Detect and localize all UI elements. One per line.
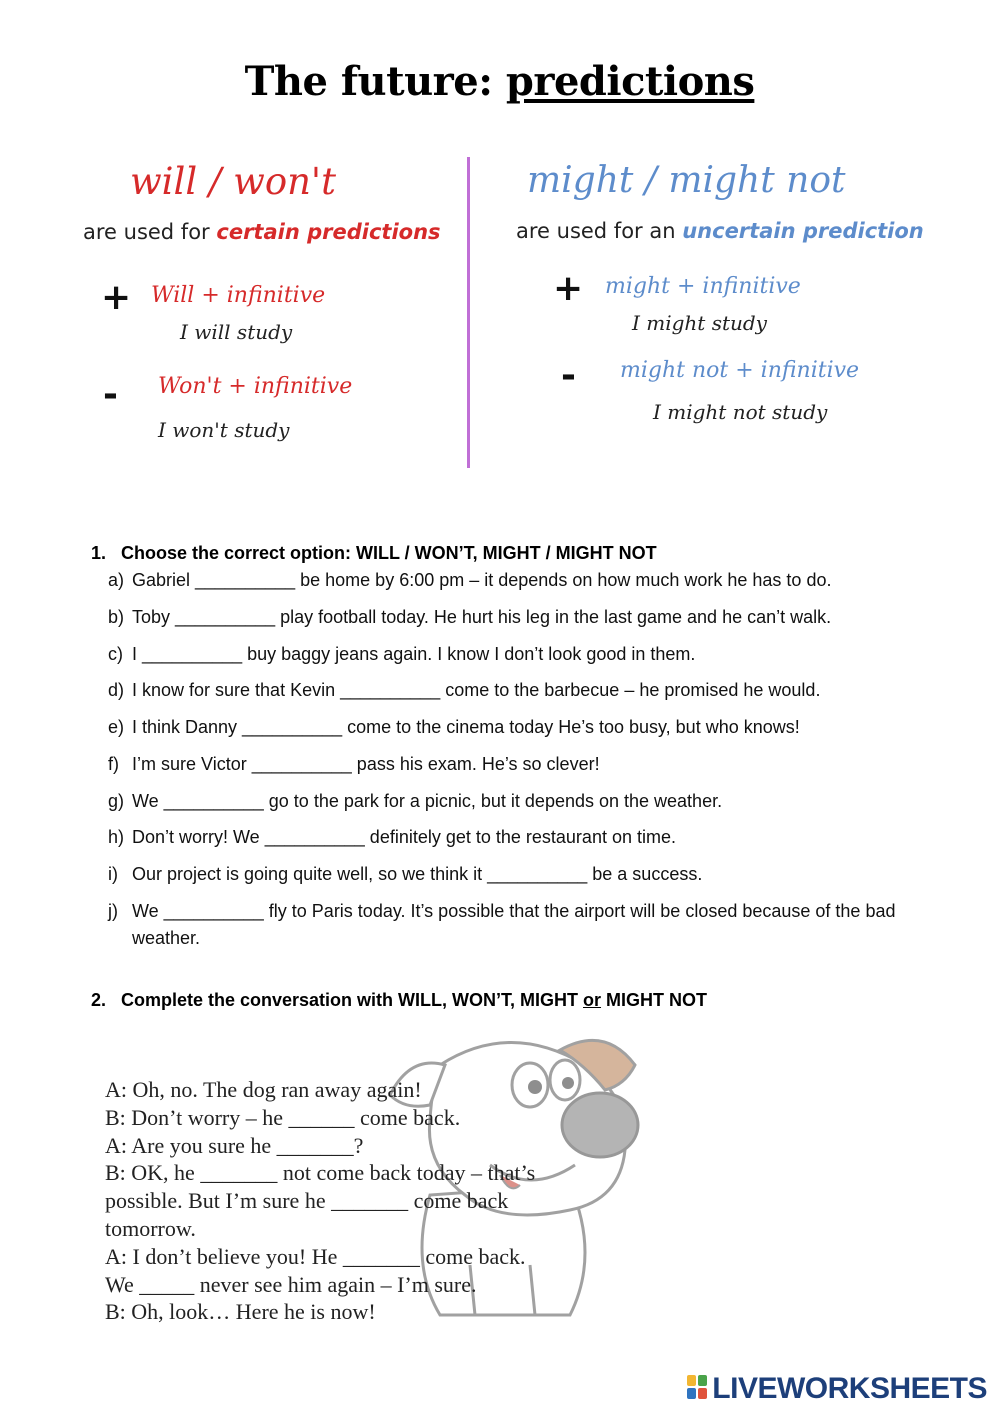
exercise2-heading-prefix: Complete the conversation with WILL, WON’T, MIGHT xyxy=(121,990,584,1010)
exercise1-number: 1. xyxy=(91,543,107,563)
might-plus-example: I might study xyxy=(632,311,767,335)
item-text: Don’t worry! We __________ definitely get to the restaurant on time. xyxy=(132,827,676,847)
will-minus-formula: Won't + infinitive xyxy=(158,374,353,399)
exercise2-heading-suffix: MIGHT NOT xyxy=(601,990,708,1010)
conversation-line: B: Don’t worry – he ______ come back. xyxy=(105,1104,461,1130)
will-usage-highlight: certain predictions xyxy=(216,220,441,244)
item-label: j) xyxy=(108,901,118,921)
item-label: e) xyxy=(108,717,125,737)
item-text: Toby __________ play football today. He hurt his leg in the last game and he can’t walk. xyxy=(132,607,832,627)
will-usage xyxy=(83,220,441,244)
item-text: I know for sure that Kevin __________ come to the barbecue – he promised he would. xyxy=(132,680,821,700)
item-label: i) xyxy=(108,864,118,884)
item-text: I’m sure Victor __________ pass his exam. He’s so clever! xyxy=(132,754,600,774)
item-text: Our project is going quite well, so we think it __________ be a success. xyxy=(132,864,703,884)
conversation-line: possible. But I’m sure he _______ come back xyxy=(105,1188,509,1214)
conversation-line: We _____ never see him again – I’m sure. xyxy=(105,1271,477,1297)
will-usage-prefix: are used for xyxy=(83,220,217,244)
title-underlined: predictions xyxy=(505,58,755,105)
conversation-line: tomorrow. xyxy=(105,1215,196,1241)
might-plus-formula: might + infinitive xyxy=(605,274,801,299)
item-label: h) xyxy=(108,827,125,847)
minus-sign-icon: - xyxy=(561,355,576,396)
conversation-line: A: Oh, no. The dog ran away again! xyxy=(105,1077,422,1102)
conversation-line: A: Are you sure he _______? xyxy=(105,1132,364,1158)
exercise2-number: 2. xyxy=(91,990,107,1010)
item-text: I think Danny __________ come to the cinema today He’s too busy, but who knows! xyxy=(132,717,800,737)
might-minus-example: I might not study xyxy=(653,400,828,424)
conversation-line: B: OK, he _______ not come back today – that’s xyxy=(105,1160,536,1186)
logo-mark-icon xyxy=(687,1375,709,1401)
plus-sign-icon: + xyxy=(553,268,584,309)
exercise2-heading xyxy=(121,990,707,1011)
exercise2-heading-or: or xyxy=(583,990,602,1010)
will-plus-formula: Will + infinitive xyxy=(151,283,326,308)
exercise1-heading: Choose the correct option: WILL / WON’T, MIGHT / MIGHT NOT xyxy=(121,543,657,563)
logo-text: LIVEWORKSHEETS xyxy=(712,1372,987,1405)
liveworksheets-logo[interactable] xyxy=(687,1372,987,1406)
panel-divider xyxy=(467,157,470,468)
item-label: b) xyxy=(108,607,125,627)
item-text: I __________ buy baggy jeans again. I know I don’t look good in them. xyxy=(132,644,696,664)
item-text: Gabriel __________ be home by 6:00 pm – it depends on how much work he has to do. xyxy=(132,570,832,590)
item-text: We __________ go to the park for a picnic, but it depends on the weather. xyxy=(132,791,723,811)
item-label: d) xyxy=(108,680,125,700)
might-heading: might / might not xyxy=(527,160,846,201)
might-usage-prefix: are used for an xyxy=(516,219,683,243)
conversation-line: B: Oh, look… Here he is now! xyxy=(105,1299,376,1325)
conversation-line: A: I don’t believe you! He _______ come back. xyxy=(105,1243,526,1269)
will-minus-example: I won't study xyxy=(158,418,290,442)
might-minus-formula: might not + infinitive xyxy=(620,358,860,383)
item-label: c) xyxy=(108,644,123,664)
item-label: f) xyxy=(108,754,119,774)
item-label: a) xyxy=(108,570,125,590)
plus-sign-icon: + xyxy=(101,277,132,318)
might-usage xyxy=(516,219,924,243)
will-plus-example: I will study xyxy=(180,320,293,344)
conversation xyxy=(105,1076,625,1326)
item-text: We __________ fly to Paris today. It’s possible that the airport will be closed because of the bad weather. xyxy=(132,901,896,948)
will-heading: will / won't xyxy=(130,160,336,203)
item-label: g) xyxy=(108,791,125,811)
minus-sign-icon: - xyxy=(103,374,118,415)
page-title xyxy=(0,58,999,105)
title-prefix: The future: xyxy=(244,58,506,105)
might-usage-highlight: uncertain prediction xyxy=(682,219,924,243)
